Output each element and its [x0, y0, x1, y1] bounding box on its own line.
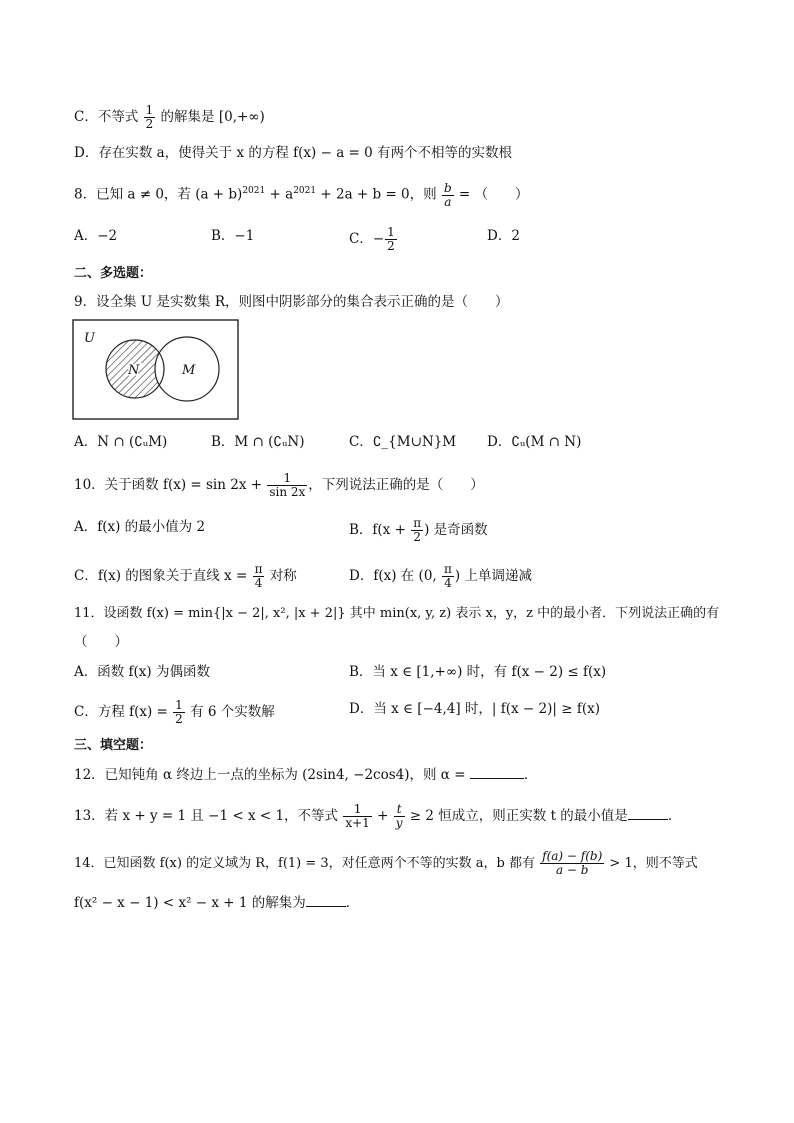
q14-stem [74, 850, 698, 877]
q10-d-fraction [442, 563, 454, 590]
q7-option-d: D．存在实数 a，使得关于 x 的方程 f(x) − a = 0 有两个不相等的实数根 [74, 145, 513, 161]
q8-stem-mid: + a [265, 186, 294, 203]
q8-c-label: C．− [349, 231, 385, 247]
q8-c-fraction [385, 226, 397, 253]
q10-d-suffix: ) 上单调递减 [454, 568, 532, 584]
q9-option-c: C．∁_{M∪N}M [349, 434, 457, 450]
q10-stem-suffix: ，下列说法正确的是（ ） [308, 477, 484, 493]
q11-c-num: 1 [175, 698, 183, 712]
q14-frac-den: a − b [555, 863, 589, 877]
q8-option-c [349, 226, 398, 253]
q13-f2-den: y [395, 816, 403, 830]
q9-stem: 9．设全集 U 是实数集 R，则图中阴影部分的集合表示正确的是（ ） [74, 294, 509, 310]
q13-answer-blank[interactable] [628, 805, 668, 820]
venn-label-n: N [128, 363, 140, 378]
q10-frac-num: 1 [267, 472, 307, 486]
q10-option-b [349, 517, 488, 544]
q13-stem [74, 803, 681, 830]
q10-b-suffix: ) 是奇函数 [424, 522, 488, 538]
q11-option-b: B．当 x ∈ [1,+∞) 时，有 f(x − 2) ≤ f(x) [349, 664, 607, 680]
q13-plus: + [372, 808, 393, 824]
q10-b-fraction [411, 517, 423, 544]
q13-fraction-2 [394, 803, 405, 830]
q10-c-prefix: C．f(x) 的图象关于直线 x = [74, 568, 252, 584]
q10-c-fraction [253, 563, 265, 590]
q8-stem-mid2: + 2a + b = 0，则 [316, 186, 441, 203]
q13-stem-suffix: ． [667, 808, 682, 824]
q8-option-d: D．2 [487, 228, 520, 244]
q10-fraction [267, 472, 307, 499]
q7-c-suffix: 的解集是 [0,+∞) [156, 109, 265, 125]
q10-d-prefix: D．f(x) 在 (0, [349, 568, 441, 584]
q11-stem: 11．设函数 f(x) = min{|x − 2|, x², |x + 2|} 其中 min(x, y, z) 表示 x，y，z 中的最小者．下列说法正确的有 [74, 606, 720, 621]
venn-label-m: M [182, 363, 196, 378]
q7-c-num: 1 [145, 103, 154, 117]
q10-b-prefix: B．f(x + [349, 522, 411, 538]
q8-c-den: 2 [387, 239, 395, 253]
q8-fraction [442, 182, 454, 209]
q12-stem-suffix: ． [523, 767, 538, 783]
section-fill-in: 三、填空题： [74, 738, 153, 753]
q8-exp2: 2021 [293, 186, 317, 196]
q10-option-d [349, 563, 532, 590]
q10-c-den: 4 [254, 576, 263, 590]
q13-stem-prefix: 13．若 x + y = 1 且 −1 < x < 1，不等式 [74, 808, 343, 824]
q8-stem [74, 181, 529, 209]
q7-c-prefix: C．不等式 [74, 109, 143, 125]
q12-stem [74, 764, 537, 785]
q13-stem-mid: ≥ 2 恒成立，则正实数 t 的最小值是 [405, 808, 628, 824]
q10-c-suffix: 对称 [265, 568, 297, 584]
q9-option-b: B．M ∩ (∁ᵤN) [211, 434, 305, 450]
venn-label-u: U [84, 331, 95, 346]
q14-line2-prefix: f(x² − x − 1) < x² − x + 1 的解集为 [74, 895, 306, 911]
q7-c-fraction [144, 104, 156, 131]
q11-c-prefix: C．方程 f(x) = [74, 704, 173, 720]
q8-option-a: A．−2 [74, 228, 118, 244]
q10-d-den: 4 [444, 576, 452, 590]
q10-c-num: π [254, 562, 263, 576]
q8-exp1: 2021 [242, 186, 266, 196]
section-multiple-choice: 二、多选题： [74, 266, 153, 281]
q11-c-fraction [173, 699, 185, 726]
q10-stem [74, 472, 484, 499]
q13-f2-num: t [394, 803, 405, 817]
q10-frac-den: sin 2x [269, 485, 306, 499]
q12-answer-blank[interactable] [470, 764, 524, 779]
q12-stem-prefix: 12．已知钝角 α 终边上一点的坐标为 (2sin4, −2cos4)，则 α = [74, 767, 470, 783]
q13-f1-num: 1 [343, 803, 371, 817]
q10-option-c [74, 563, 297, 590]
q11-option-c [74, 699, 275, 726]
q9-option-a: A．N ∩ (∁ᵤM) [74, 434, 168, 450]
q14-fraction [540, 850, 604, 877]
q11-stem-bracket: （ ） [74, 634, 128, 650]
q11-c-den: 2 [175, 712, 183, 726]
q14-stem-suffix: > 1，则不等式 [605, 856, 698, 871]
venn-diagram [72, 319, 240, 421]
q14-frac-num: f(a) − f(b) [542, 849, 603, 863]
q11-option-d: D．当 x ∈ [−4,4] 时，| f(x − 2)| ≥ f(x) [349, 701, 600, 717]
q8-frac-den: a [444, 194, 452, 209]
q8-c-num: 1 [387, 225, 395, 239]
q7-option-c [74, 104, 265, 131]
q13-fraction-1 [343, 803, 371, 830]
q14-answer-blank[interactable] [306, 892, 346, 907]
q8-stem-suffix: = （ ） [454, 186, 529, 203]
q10-b-num: π [413, 516, 422, 530]
q14-stem-prefix: 14．已知函数 f(x) 的定义域为 R，f(1) = 3，对任意两个不等的实数 a，b 都有 [74, 856, 540, 871]
q13-f1-den: x+1 [345, 816, 370, 830]
q11-c-suffix: 有 6 个实数解 [185, 704, 275, 720]
q9-option-d: D．∁ᵤ(M ∩ N) [487, 434, 582, 450]
q8-stem-prefix: 8．已知 a ≠ 0，若 (a + b) [74, 186, 243, 203]
q8-frac-num: b [443, 180, 452, 195]
q10-stem-prefix: 10．关于函数 f(x) = sin 2x + [74, 477, 267, 493]
q14-line2-suffix: ． [345, 895, 360, 911]
q10-b-den: 2 [413, 530, 421, 544]
q8-option-b: B．−1 [211, 228, 255, 244]
q11-option-a: A．函数 f(x) 为偶函数 [74, 664, 210, 680]
q10-option-a: A．f(x) 的最小值为 2 [74, 519, 206, 535]
q10-d-num: π [444, 562, 452, 576]
q14-stem-line2 [74, 892, 359, 913]
q7-c-den: 2 [145, 117, 154, 131]
